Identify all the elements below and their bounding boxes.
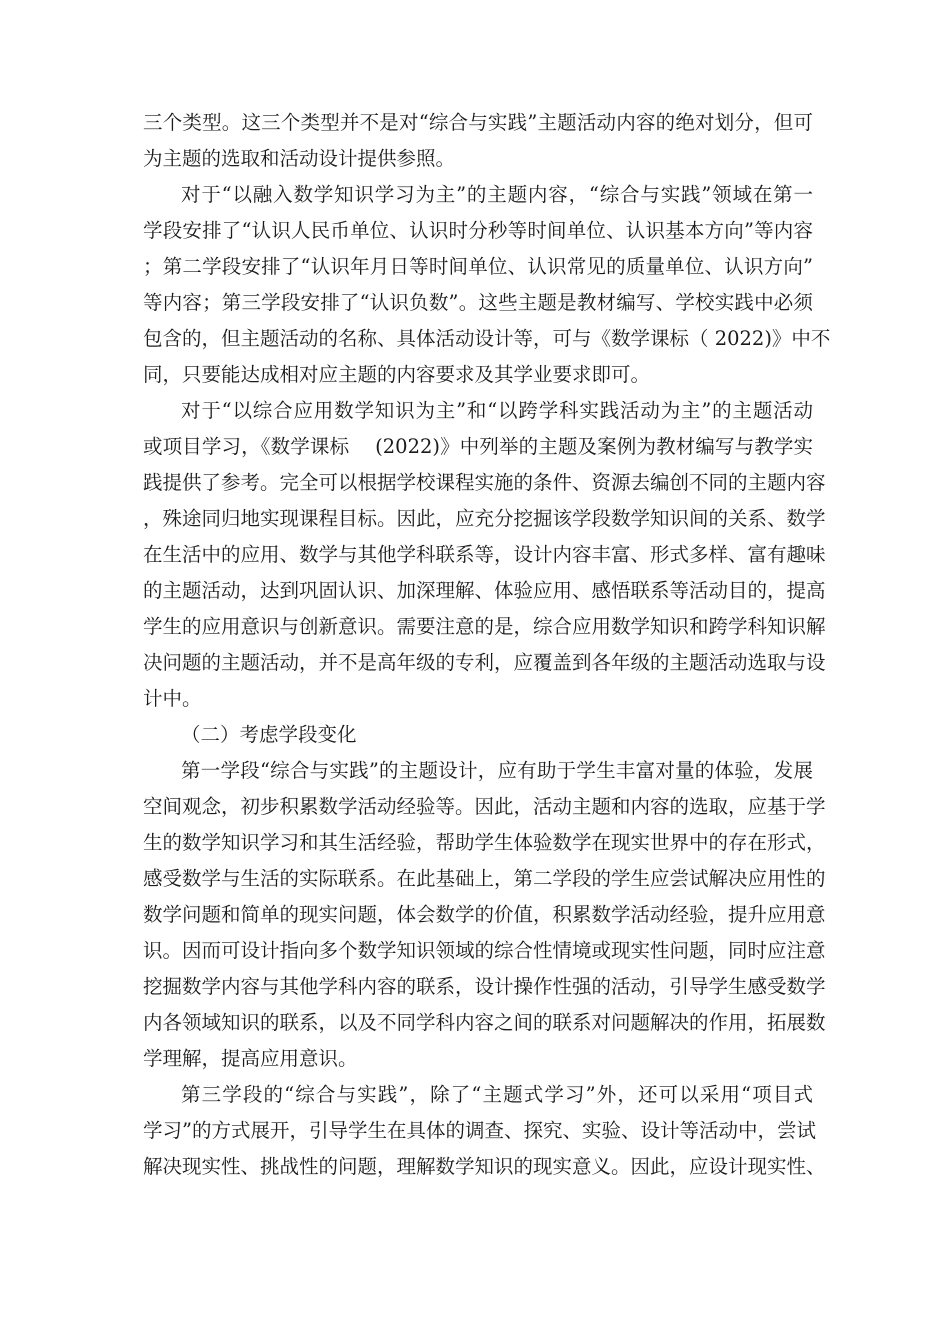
paragraph-line: 数学问题和简单的现实问题，体会数学的价值，积累数学活动经验，提升应用意: [143, 903, 826, 926]
paragraph-line: 识。因而可设计指向多个数学知识领域的综合性情境或现实性问题，同时应注意: [143, 939, 826, 962]
paragraph-line: 学段安排了“认识人民币单位、认识时分秒等时间单位、认识基本方向”等内容: [143, 219, 813, 242]
paragraph-line: 为主题的选取和活动设计提供参照。: [143, 147, 456, 170]
paragraph-line: 计中。: [143, 687, 202, 710]
paragraph-line: 或项目学习，《数学课标 (2022)》中列举的主题及案例为教材编写与教学实: [143, 435, 813, 458]
paragraph-line: 决问题的主题活动，并不是高年级的专利，应覆盖到各年级的主题活动选取与设: [143, 651, 826, 674]
paragraph-line: 在生活中的应用、数学与其他学科联系等，设计内容丰富、形式多样、富有趣味: [143, 543, 826, 566]
paragraph-line: 的主题活动，达到巩固认识、加深理解、体验应用、感悟联系等活动目的，提高: [143, 579, 826, 602]
paragraph-line: 内各领域知识的联系，以及不同学科内容之间的联系对问题解决的作用，拓展数: [143, 1011, 826, 1034]
paragraph-line: 解决现实性、挑战性的问题，理解数学知识的现实意义。因此，应设计现实性、: [143, 1155, 826, 1178]
paragraph-line: 践提供了参考。完全可以根据学校课程实施的条件、资源去编创不同的主题内容: [143, 471, 826, 494]
paragraph-line: 学生的应用意识与创新意识。需要注意的是，综合应用数学知识和跨学科知识解: [143, 615, 826, 638]
paragraph-line: 等内容；第三学段安排了“认识负数”。这些主题是教材编写、学校实践中必须: [143, 291, 813, 314]
paragraph-line: 包含的，但主题活动的名称、具体活动设计等，可与《数学课标（ 2022)》中不: [143, 327, 831, 350]
paragraph-line: 同，只要能达成相对应主题的内容要求及其学业要求即可。: [143, 363, 651, 386]
paragraph-line: 空间观念，初步积累数学活动经验等。因此，活动主题和内容的选取，应基于学: [143, 795, 826, 818]
paragraph-line: 对于“以综合应用数学知识为主”和“以跨学科实践活动为主”的主题活动: [181, 399, 813, 422]
paragraph-line: 第一学段“综合与实践”的主题设计，应有助于学生丰富对量的体验，发展: [181, 759, 813, 782]
paragraph-line: 学习”的方式展开，引导学生在具体的调查、探究、实验、设计等活动中，尝试: [143, 1119, 816, 1142]
paragraph-line: 对于“以融入数学知识学习为主”的主题内容，“综合与实践”领域在第一: [181, 183, 813, 206]
paragraph-line: 学理解，提高应用意识。: [143, 1047, 358, 1070]
paragraph-line: ；第二学段安排了“认识年月日等时间单位、认识常见的质量单位、认识方向”: [143, 255, 813, 278]
paragraph-line: 三个类型。这三个类型并不是对“综合与实践”主题活动内容的绝对划分，但可: [143, 111, 813, 134]
paragraph-line: 生的数学知识学习和其生活经验，帮助学生体验数学在现实世界中的存在形式，: [143, 831, 826, 854]
paragraph-line: ，殊途同归地实现课程目标。因此，应充分挖掘该学段数学知识间的关系、数学: [143, 507, 826, 530]
paragraph-line: 第三学段的“综合与实践”，除了“主题式学习”外，还可以采用“项目式: [181, 1083, 813, 1106]
paragraph-line: 感受数学与生活的实际联系。在此基础上，第二学段的学生应尝试解决应用性的: [143, 867, 826, 890]
section-heading: （二）考虑学段变化: [181, 723, 357, 746]
paragraph-line: 挖掘数学内容与其他学科内容的联系，设计操作性强的活动，引导学生感受数学: [143, 975, 826, 998]
